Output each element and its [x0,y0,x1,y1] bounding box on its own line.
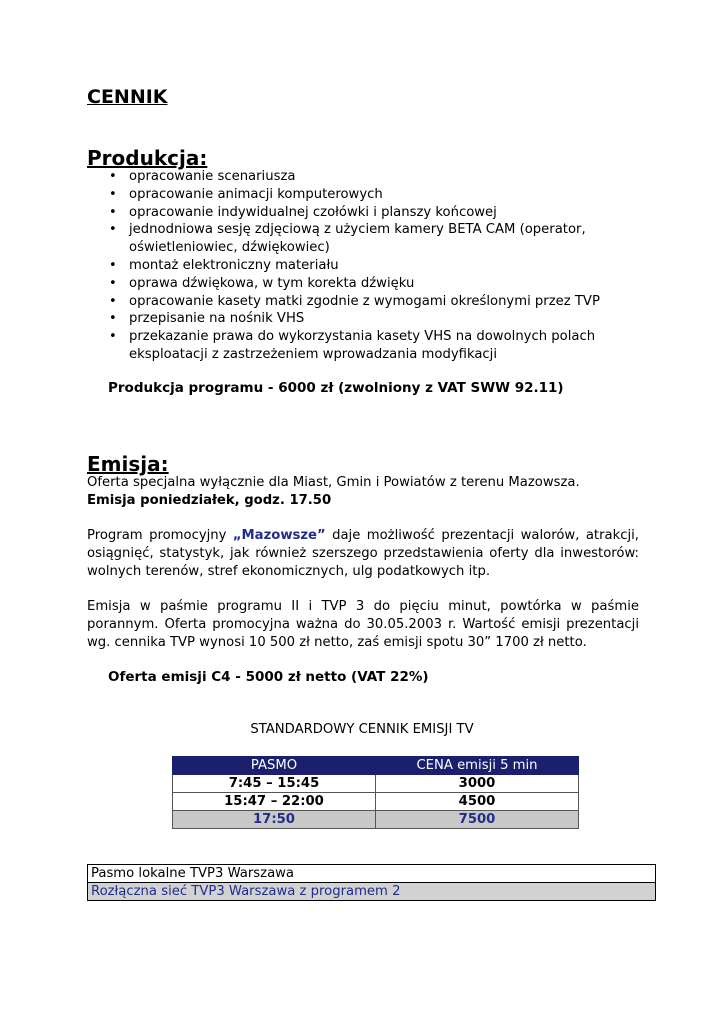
bullet-icon: • [109,275,117,291]
table-row [173,793,579,811]
bullet-icon: • [109,329,117,345]
c4-offer: Oferta emisji C4 - 5000 zł netto (VAT 22%) [108,669,429,685]
program-name: „Mazowsze” [232,528,326,543]
list-item: • przepisanie na nośnik VHS [109,311,305,327]
list-item: • montaż elektroniczny materiału [109,257,339,273]
list-item: • jednodniowa sesję zdjęciową z użyciem kamery BETA CAM (operator, oświetleniowiec, dźwiękowiec) [109,222,586,256]
page-title: CENNIK [87,86,168,108]
table-cell: Pasmo lokalne TVP3 Warszawa [88,865,656,883]
list-item: • opracowanie indywidualnej czołówki i planszy końcowej [109,204,497,220]
emission-schedule: Emisja poniedziałek, godz. 17.50 [87,493,332,508]
table-cell: 7:45 – 15:45 [173,775,376,793]
table-row-highlighted [88,883,656,901]
standard-table-title: STANDARDOWY CENNIK EMISJI TV [250,722,474,737]
list-item: • przekazanie prawa do wykorzystania kasety VHS na dowolnych polach eksploatacji z zastrzeżeniem wprowadzania modyfikacji [109,329,596,362]
table-cell: Rozłączna sieć TVP3 Warszawa z programem 2 [88,883,656,901]
column-header-pasmo: PASMO [173,757,376,775]
production-list [107,168,607,364]
table-row [173,775,579,793]
bullet-icon: • [109,222,117,238]
bullet-icon: • [109,204,117,220]
table-cell: 17:50 [173,811,376,829]
bullet-icon: • [109,293,117,309]
program-description: Program promocyjny „Mazowsze” daje możliwość prezentacji walorów, atrakcji, osiągnięć, statystyk, jak również szerszego przedstawienia oferty dla inwestorów: wolnych terenów, stref ekonomicznych, ulg podatkowych itp. [87,528,639,579]
column-header-cena: CENA emisji 5 min [376,757,579,775]
table-row [88,865,656,883]
special-offer-text: Oferta specjalna wyłącznie dla Miast, Gmin i Powiatów z terenu Mazowsza. [87,475,580,490]
bullet-icon: • [109,169,117,184]
list-item: • opracowanie kasety matki zgodnie z wymogami określonymi przez TVP [109,293,600,309]
bullet-icon: • [109,186,117,202]
list-item: • opracowanie scenariusza [109,169,296,184]
table-cell: 3000 [376,775,579,793]
table-row-highlighted [173,811,579,829]
table-cell: 7500 [376,811,579,829]
bullet-icon: • [109,257,117,273]
production-heading: Produkcja: [87,146,208,170]
emission-details: Emisja w paśmie programu II i TVP 3 do pięciu minut, powtórka w paśmie porannym. Oferta promocyjna ważna do 30.05.2003 r. Wartość emisji prezentacji wg. cennika TVP wynosi 10 500 zł netto, zaś emisji spotu 30” 1700 zł netto. [87,599,639,650]
bullet-icon: • [109,311,117,327]
standard-price-table [172,756,579,829]
emission-heading: Emisja: [87,452,169,476]
local-band-table [87,864,656,901]
table-cell: 15:47 – 22:00 [173,793,376,811]
table-cell: 4500 [376,793,579,811]
table-header-row [173,757,579,775]
list-item: • opracowanie animacji komputerowych [109,186,383,202]
list-item: • oprawa dźwiękowa, w tym korekta dźwięku [109,275,415,291]
production-price: Produkcja programu - 6000 zł (zwolniony z VAT SWW 92.11) [108,380,564,396]
